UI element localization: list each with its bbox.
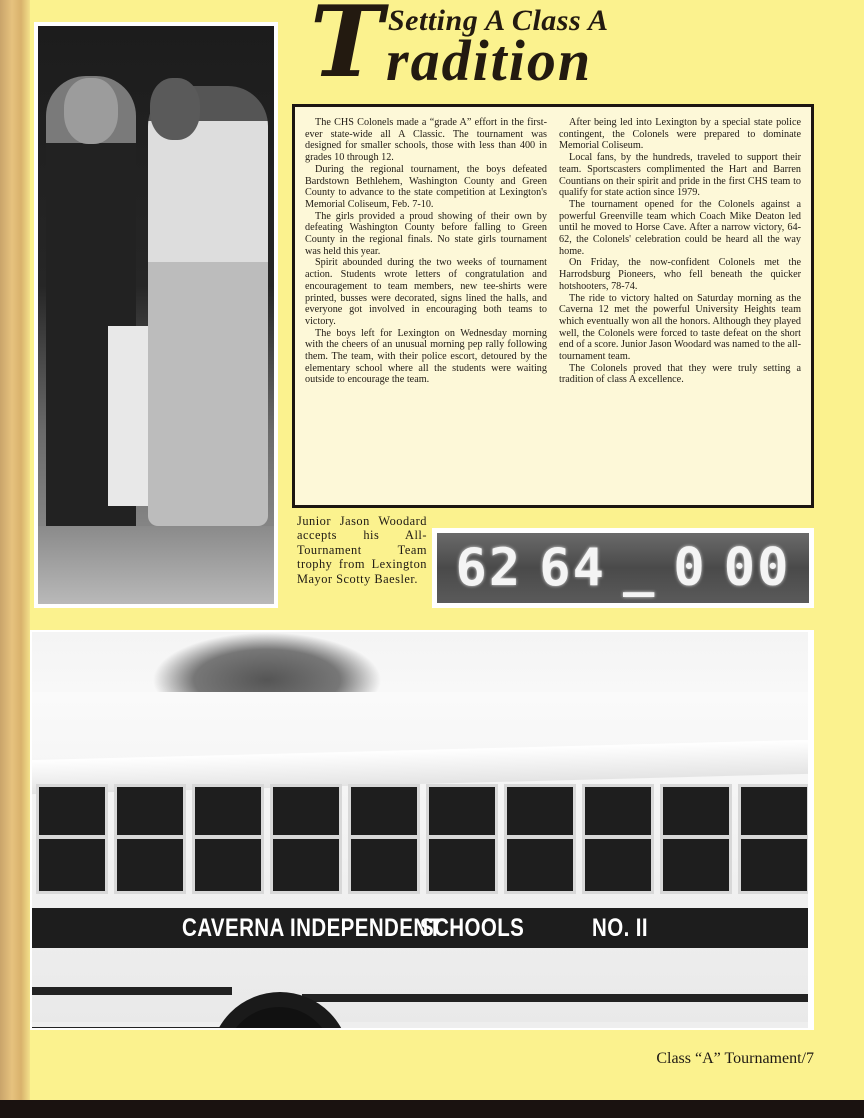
paragraph: After being led into Lexington by a special state police contingent, the Colonels were prepared to dominate Memorial Coliseum. (559, 117, 801, 152)
bus-trim (302, 994, 808, 1002)
scoreboard-display (437, 533, 809, 603)
bus-trim (32, 987, 232, 995)
scoreboard-clock-minutes: 0 (673, 538, 707, 598)
article-box (292, 104, 814, 508)
headline-kicker: Setting A Class A (388, 4, 609, 37)
bus-number: NO. II (592, 913, 649, 942)
bus-trim (32, 1027, 232, 1028)
bus-lettering-left: CAVERNA INDEPENDENT (182, 913, 442, 942)
article-column-2 (559, 117, 801, 499)
bus-windows (36, 784, 808, 894)
paragraph: The ride to victory halted on Saturday morning as the Caverna 12 met the powerful University Heights team which eventually won all the honors. Although they played well, the Colonels were forced to taste defeat on the short end of a score. Junior Jason Woodard was named to the all-tournament team. (559, 292, 801, 363)
photo-image (38, 26, 274, 604)
headline (300, 0, 720, 100)
bus-window (738, 784, 808, 894)
mayor-face (64, 78, 118, 144)
bus-window (192, 784, 264, 894)
book-spine (0, 0, 30, 1100)
scoreboard-period: _ (622, 538, 657, 598)
headline-drop-cap: T (310, 0, 383, 100)
floor (38, 526, 274, 604)
trophy-presentation-photo (34, 22, 278, 608)
bus-window (582, 784, 654, 894)
bus-lettering-stripe (32, 908, 808, 948)
paragraph: The Colonels proved that they were truly setting a tradition of class A excellence. (559, 362, 801, 386)
scoreboard-clock-seconds: 00 (723, 538, 791, 598)
paragraph: Local fans, by the hundreds, traveled to support their team. Sportscasters complimented the Hart and Barren Countians on their spirit and pride in the first CHS team to qualify for state action since 1979. (559, 152, 801, 199)
photo-caption: Junior Jason Woodard accepts his All-Tournament Team trophy from Lexington Mayor Scotty Baesler. (297, 514, 427, 586)
bus-window (270, 784, 342, 894)
paragraph: During the regional tournament, the boys defeated Bardstown Bethlehem, Washington County and Green County to advance to the state competition at Lexington's Memorial Coliseum, Feb. 7-10. (305, 163, 547, 210)
paragraph: On Friday, the now-confident Colonels met the Harrodsburg Pioneers, who fell beneath the quicker hotshooters, 78-74. (559, 257, 801, 292)
bus-lettering-right: SCHOOLS (420, 913, 525, 942)
scoreboard-home: 62 (455, 538, 523, 598)
bus-window (426, 784, 498, 894)
paragraph: The tournament opened for the Colonels against a powerful Greenville team which Coach Mike Deaton led until he moved to Horse Cave. After a narrow victory, 64-62, the Colonels' celebration could be heard all the way home. (559, 198, 801, 257)
page-footer: Class “A” Tournament/7 (656, 1050, 814, 1067)
scoreboard-visitor: 64 (539, 538, 606, 598)
bus-body (32, 692, 808, 1022)
bus-window (348, 784, 420, 894)
paragraph: Spirit abounded during the two weeks of tournament action. Students wrote letters of congratulation and encouragement to team members, new tee-shirts were printed, busses were decorated, signs lined the halls, and everyone got involved in encouraging both teams to victory. (305, 257, 547, 327)
article-column-1 (305, 117, 547, 499)
bus-window (36, 784, 108, 894)
paragraph: The boys left for Lexington on Wednesday morning with the cheers of an unusual morning pep rally following them. The team, with their police escort, detoured by the elementary school where all the students were waiting outside to encourage the team. (305, 327, 547, 386)
bus-window (660, 784, 732, 894)
player-figure (148, 86, 268, 526)
bus-window (504, 784, 576, 894)
scoreboard-photo (432, 528, 814, 608)
player-face (150, 78, 200, 140)
headline-main: radition (386, 28, 593, 93)
decorated-bus-photo (30, 630, 814, 1030)
page-bottom-edge (0, 1100, 864, 1118)
paragraph: The girls provided a proud showing of their own by defeating Washington County before falling to Green County in the regional finals. No state girls tournament was held this year. (305, 210, 547, 257)
bus-window (114, 784, 186, 894)
photo-image (32, 632, 808, 1028)
paragraph: The CHS Colonels made a “grade A” effort in the first-ever state-wide all A Classic. The tournament was designed for smaller schools, those with less than 400 in grades 10 through 12. (305, 117, 547, 164)
